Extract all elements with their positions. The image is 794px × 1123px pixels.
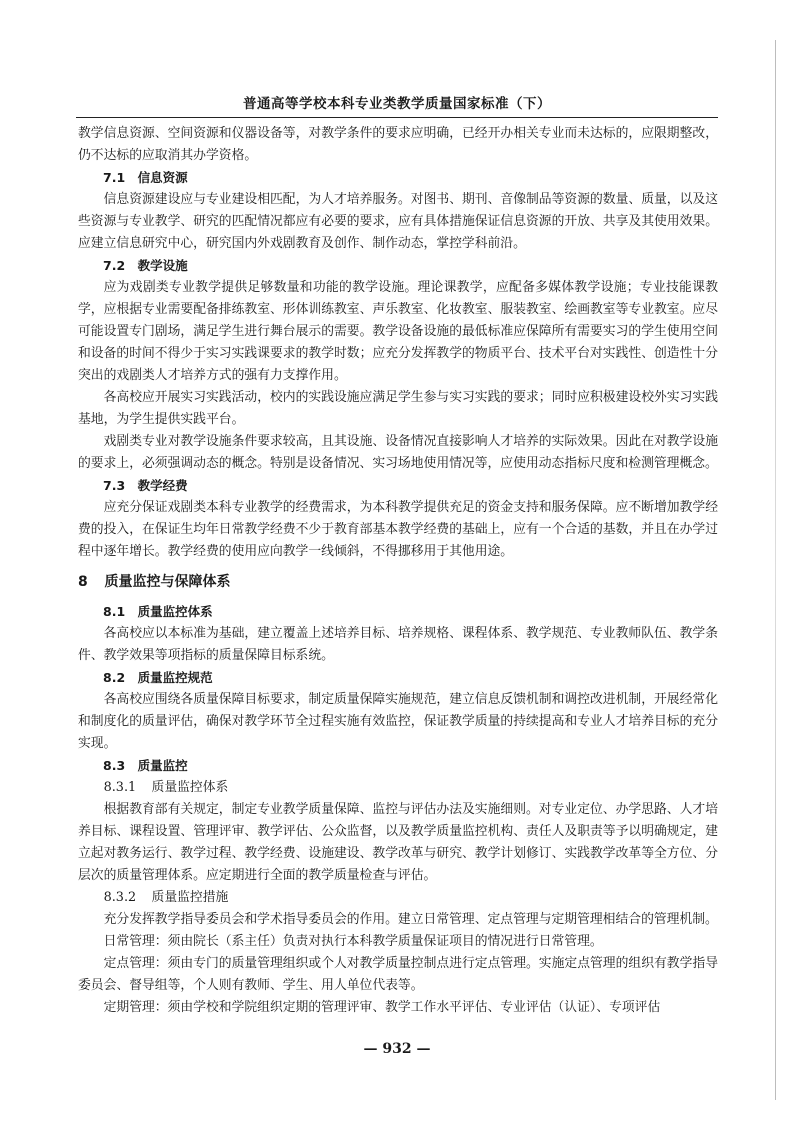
section-8-2-heading: 8.2 质量监控规范 — [103, 670, 213, 685]
section-8-heading: 8 质量监控与保障体系 — [78, 574, 231, 590]
paragraph: 应为戏剧类专业教学提供足够数量和功能的教学设施。理论课教学，应配备多媒体教学设施；专业技能课教学，应根据专业需要配备排练教室、形体训练教室、声乐教室、化妆教室、服装教室、绘画教室等专业教室。应尽可能设置专门剧场，满足学生进行舞台展示的需要。教学设备设施的最低标准应保障所有需要实习的学生使用空间和设备的时间不得少于实习实践课要求的教学时数；应充分发挥教学的物质平台、技术平台对实践性、创造性十分突出的戏剧类人才培养方式的强有力支撑作用。 — [78, 280, 718, 383]
section-7-3-heading: 7.3 教学经费 — [103, 478, 188, 493]
section-8-3-heading: 8.3 质量监控 — [103, 758, 188, 773]
header-rule — [76, 117, 718, 118]
section-8-1-heading: 8.1 质量监控体系 — [103, 604, 213, 619]
section-7-1-heading: 7.1 信息资源 — [103, 170, 188, 185]
paragraph: 各高校应围绕各质量保障目标要求，制定质量保障实施规范，建立信息反馈机制和调控改进机制，开展经常化和制度化的质量评估，确保对教学环节全过程实施有效监控，保证教学质量的持续提高和专业人才培养目标的充分实现。 — [78, 692, 718, 751]
page-number: — 932 — — [363, 1041, 431, 1057]
paragraph: 应充分保证戏剧类本科专业教学的经费需求，为本科教学提供充足的资金支持和服务保障。应不断增加教学经费的投入，在保证生均年日常教学经费不少于教育部基本教学经费的基础上，应有一个合适的基数，并且在办学过程中逐年增长。教学经费的使用应向教学一线倾斜，不得挪移用于其他用途。 — [78, 500, 718, 559]
intro-paragraph: 教学信息资源、空间资源和仪器设备等，对教学条件的要求应明确，已经开办相关专业而未达标的，应限期整改，仍不达标的应取消其办学资格。 — [78, 126, 718, 163]
paragraph: 定点管理：须由专门的质量管理组织或个人对教学质量控制点进行定点管理。实施定点管理的组织有教学指导委员会、督导组等，个人则有教师、学生、用人单位代表等。 — [78, 956, 718, 993]
section-8-3-2-heading: 8.3.2 质量监控措施 — [103, 890, 229, 905]
scan-edge-line — [775, 40, 776, 1100]
running-header: 普通高等学校本科专业类教学质量国家标准（下） — [243, 96, 551, 112]
section-8-3-1-heading: 8.3.1 质量监控体系 — [103, 780, 229, 795]
paragraph: 信息资源建设应与专业建设相匹配，为人才培养服务。对图书、期刊、音像制品等资源的数量、质量，以及这些资源与专业教学、研究的匹配情况都应有必要的要求，应有具体措施保证信息资源的开放、共享及其使用效果。应建立信息研究中心，研究国内外戏剧教育及创作、制作动态，掌控学科前沿。 — [78, 192, 718, 251]
paragraph: 日常管理：须由院长（系主任）负责对执行本科教学质量保证项目的情况进行日常管理。 — [103, 934, 603, 949]
paragraph: 戏剧类专业对教学设施条件要求较高，且其设施、设备情况直接影响人才培养的实际效果。因此在对教学设施的要求上，必须强调动态的概念。特别是设备情况、实习场地使用情况等，应使用动态指标尺度和检测管理概念。 — [78, 434, 718, 471]
paragraph: 各高校应以本标准为基础，建立覆盖上述培养目标、培养规格、课程体系、教学规范、专业教师队伍、教学条件、教学效果等项指标的质量保障目标系统。 — [78, 626, 718, 663]
paragraph: 根据教育部有关规定，制定专业教学质量保障、监控与评估办法及实施细则。对专业定位、办学思路、人才培养目标、课程设置、管理评审、教学评估、公众监督，以及教学质量监控机构、责任人及职责等予以明确规定，建立起对教务运行、教学过程、教学经费、设施建设、教学改革与研究、教学计划修订、实践教学改革等全方位、分层次的质量管理体系。应定期进行全面的教学质量检查与评估。 — [78, 802, 718, 883]
page-body — [78, 123, 718, 1019]
paragraph: 定期管理：须由学校和学院组织定期的管理评审、教学工作水平评估、专业评估（认证）、专项评估 — [103, 1000, 661, 1015]
paragraph: 充分发挥教学指导委员会和学术指导委员会的作用。建立日常管理、定点管理与定期管理相结合的管理机制。 — [103, 912, 718, 927]
paragraph: 各高校应开展实习实践活动，校内的实践设施应满足学生参与实习实践的要求；同时应积极建设校外实习实践基地，为学生提供实践平台。 — [78, 390, 718, 427]
section-7-2-heading: 7.2 教学设施 — [103, 258, 188, 273]
